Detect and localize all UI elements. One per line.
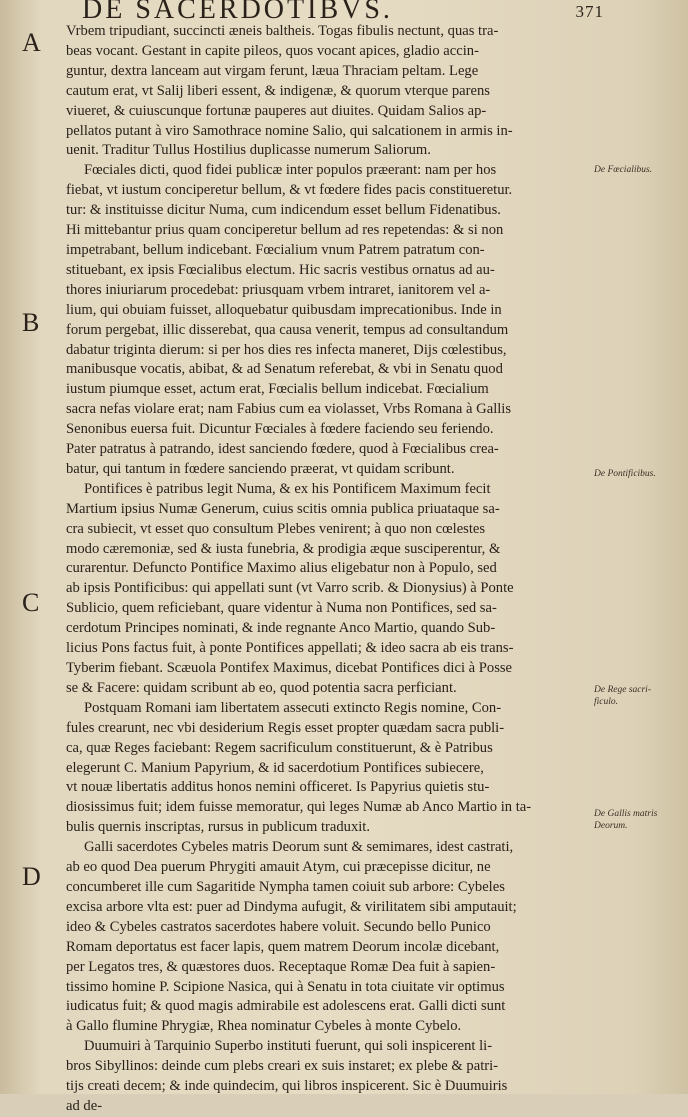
margin-letter-a: A — [22, 28, 41, 57]
text-line: dabatur triginta dierum: si per hos dies res infecta maneret, Dijs cœlestibus, — [66, 341, 507, 358]
text-line: cautum erat, vt Salij liberi essent, & indigenæ, & quorum vterque parens — [66, 82, 490, 99]
text-line: viueret, & cuiuscunque fortunæ pauperes aut diuites. Quidam Salios ap- — [66, 102, 487, 119]
text-line: Martium ipsius Numæ Generum, cuius scitis omnia publica priuataque sa- — [66, 500, 500, 517]
sidenote-pontificibus: De Pontificibus. — [594, 469, 656, 479]
sidenote-rege-sacrificulo: De Rege sacri- ficulo. — [594, 685, 651, 707]
text-line: diosissimus fuit; idem fuisse memoratur, qui leges Numæ ab Anco Martio in ta- — [66, 799, 532, 816]
text-line: batur, qui tantum in fœdere sanciendo præerat, vt quidam scribunt. — [66, 460, 455, 477]
text-line: licius Pons factus fuit, à ponte Pontifices appellati; & ideo sacra ab eis trans- — [66, 640, 514, 657]
text-line: pellatos putant à viro Samothrace nomine Salio, qui salcationem in armis in- — [66, 122, 513, 139]
sidenote-gallis: De Gallis matris Deorum. — [594, 809, 658, 831]
text-line: Vrbem tripudiant, succincti æneis baltheis. Togas fibulis nectunt, quas tra- — [66, 23, 499, 39]
text-line: ca, quæ Reges faciebant: Regem sacrificulum constituerunt, & è Patribus — [66, 739, 493, 756]
text-line: Postquam Romani iam libertatem assecuti extincto Regis nomine, Con- — [84, 699, 502, 716]
text-line: à Gallo flumine Phrygiæ, Rhea nominatur Cybeles à monte Cybelo. — [66, 1018, 462, 1035]
text-line: stituebant, ex ipsis Fœcialibus electum. Hic sacris vestibus ornatus ad au- — [66, 261, 495, 278]
text-line: bulis quernis inscriptas, rursus in publicum traduxit. — [66, 819, 371, 836]
text-line: ab ipsis Pontificibus: qui appellati sunt (vt Varro scrib. & Dionysius) à Ponte — [66, 580, 514, 597]
text-line: iustum piumque esset, actum erat, Fœcialis bellum indicebat. Fœcialium — [66, 381, 489, 398]
sidenote-foecialibus: De Fœcialibus. — [594, 165, 653, 175]
paragraph-pontifices — [66, 480, 576, 699]
text-line: lium, qui obuiam fuisset, alloquebatur quibusdam imprecationibus. Inde in — [66, 301, 502, 318]
text-line: Fœciales dicti, quod fidei publicæ inter populos præerant: nam per hos — [84, 162, 497, 179]
text-line: cra subiecit, vt esset quo consultum Plebes venirent; à quo non cœlestes — [66, 520, 486, 537]
paragraph-rex-sacrificulus — [66, 699, 576, 838]
text-line: tijs creati decem; & inde quindecim, qui libros inspicerent. Sic è Duumuiris — [66, 1078, 508, 1095]
text-line: iudicatus fuit; & quod magis admirabile est adolescens erat. Galli dicti sunt — [66, 998, 506, 1015]
margin-letter-b: B — [22, 308, 40, 337]
text-line: tur: & instituisse dicitur Numa, cum indicendum esset bellum Fidenatibus. — [66, 202, 501, 219]
margin-letter-c: C — [22, 588, 40, 617]
text-line: Duumuiri à Tarquinio Superbo instituti fuerunt, qui soli inspicerent li- — [84, 1038, 493, 1055]
text-line: Pontifices è patribus legit Numa, & ex his Pontificem Maximum fecit — [84, 480, 491, 497]
text-line: bros Sibyllinos: deinde cum plebs creari ex suis instaret; ex plebe & patri- — [66, 1058, 499, 1075]
text-line: vt nouæ libertatis additus honos nemini officeret. Is Papyrius quietis stu- — [66, 779, 490, 796]
text-line: Tyberim fiebant. Scæuola Pontifex Maximus, dicebat Pontifices dici à Posse — [66, 660, 513, 676]
text-line: Senonibus euersa fuit. Dicuntur Fœciales à fœdere faciendo seu feriendo. — [66, 421, 494, 438]
text-line: Galli sacerdotes Cybeles matris Deorum sunt & semimares, idest castrati, — [84, 839, 514, 856]
text-line: ideo & Cybeles castratos sacerdotes habere voluit. Secundo bello Punico — [66, 918, 491, 935]
text-line: Romam deportatus est facer lapis, quem matrem Deorum incolæ dicebant, — [66, 938, 500, 955]
text-line: ab eo quod Dea puerum Phrygiti amauit Atym, cui præcepisse dicitur, ne — [66, 859, 491, 876]
paragraph-duumuiri — [66, 1037, 576, 1117]
main-text — [66, 22, 576, 1117]
text-line: concumberet ille cum Sagaritide Nympha tamen coiuit sub arbore: Cybeles — [66, 878, 505, 895]
text-line: Sublicio, quem reficiebant, quare videntur à Numa non Pontifices, sed sa- — [66, 600, 497, 617]
text-line: uenit. Traditur Tullus Hostilius duplicasse numerum Saliorum. — [66, 142, 431, 159]
text-line: forum pergebat, illic disserebat, qua causa venerit, tempus ad consultandum — [66, 321, 509, 338]
text-line: ad de- — [66, 1097, 103, 1114]
text-line: cerdotum Principes nominati, & inde regnante Anco Martio, quando Sub- — [66, 620, 496, 637]
text-line: sacra nefas violare erat; nam Fabius cum ea violasset, Vrbs Romana à Gallis — [66, 401, 512, 418]
text-line: thores iniuriarum procedebat: priusquam vrbem intraret, ianitorem vel a- — [66, 281, 491, 298]
text-line: impetrabant, bellum indicebant. Fœcialium vnum Patrem patratum con- — [66, 241, 485, 258]
text-line: fules crearunt, nec vbi desiderium Regis esset propter quædam sacra publi- — [66, 719, 505, 736]
running-header — [82, 0, 604, 25]
text-line: manibusque vocatis, abibat, & ad Senatum referebat, & vbi in Senatu quod — [66, 361, 503, 378]
text-line: elegerunt C. Manium Papyrium, & id sacerdotium Pontifices subiecere, — [66, 759, 484, 776]
text-line: fiebat, vt iustum conciperetur bellum, & vt fœdere fides pacis constitueretur. — [66, 182, 513, 199]
header-title: DE SACERDOTIBVS. — [82, 0, 393, 25]
paragraph-salii — [66, 22, 576, 161]
text-line: excisa arbore vlta est: puer ad Dindyma aufugit, & virilitatem sibi amputauit; — [66, 898, 517, 915]
text-line: tissimo homine P. Scipione Nasica, qui à Senatu in tota ciuitate vir optimus — [66, 978, 505, 995]
text-line: curarentur. Defuncto Pontifice Maximo alius eligebatur non à Populo, sed — [66, 560, 497, 577]
text-line: guntur, dextra lanceam aut virgam ferunt, læua Thraciam peltam. Lege — [66, 62, 479, 79]
text-line: Hi mittebantur prius quam conciperetur bellum ad res repetendas: & si non — [66, 222, 504, 239]
text-line: beas vocant. Gestant in capite pileos, quos vocant apices, gladio accin- — [66, 42, 479, 59]
paragraph-galli — [66, 838, 576, 1037]
text-line: se & Facere: quidam scribunt ab eo, quod potentia sacra perficiant. — [66, 679, 457, 696]
text-line: per Legatos tres, & quæstores duos. Receptaque Romæ Dea fuit à sapien- — [66, 958, 496, 975]
text-line: Pater patratus à patrando, idest sanciendo fœdere, quod à Fœcialibus crea- — [66, 441, 499, 458]
text-line: modo cæremoniæ, sed & iusta funebria, & prodigia æque susciperentur, & — [66, 540, 501, 557]
page-number: 371 — [575, 2, 604, 21]
margin-letter-d: D — [22, 862, 41, 891]
paragraph-foeciales — [66, 161, 576, 480]
